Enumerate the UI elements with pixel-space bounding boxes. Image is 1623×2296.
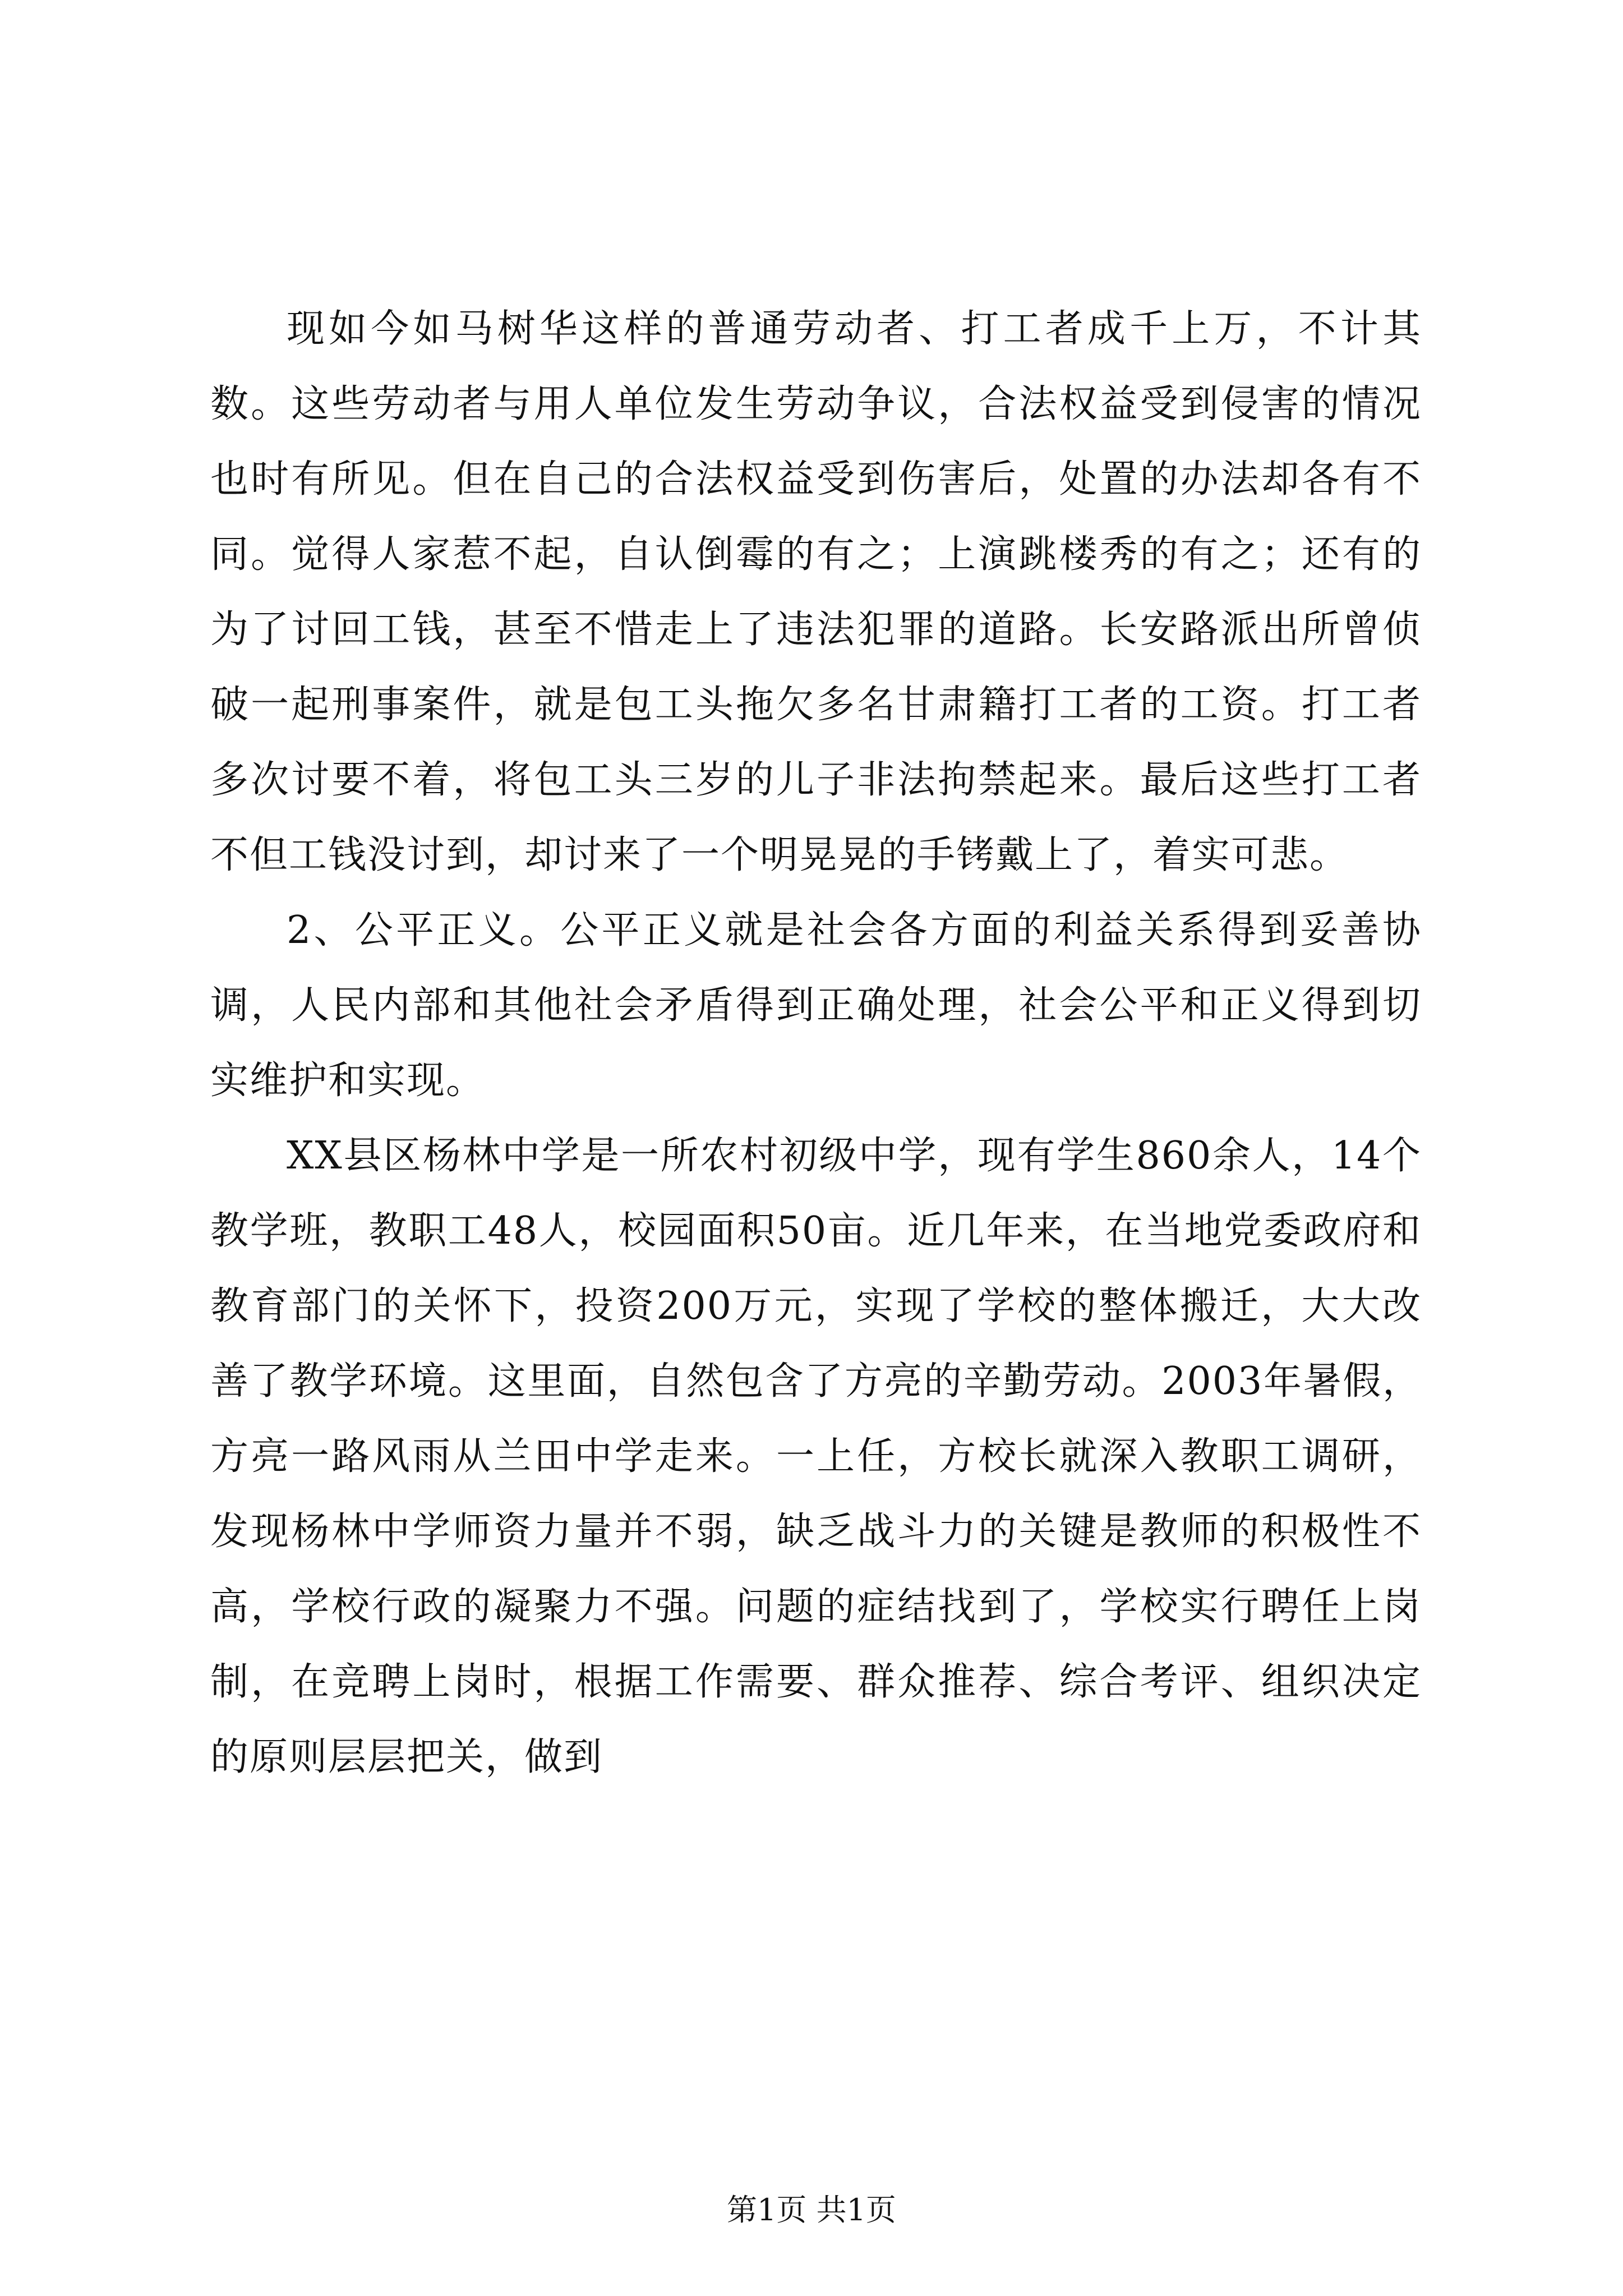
paragraph-3: XX县区杨林中学是一所农村初级中学，现有学生860余人，14个教学班，教职工48人，校园面积50亩。近几年来，在当地党委政府和教育部门的关怀下，投资200万元，实现了学校的整体搬迁，大大改善了教学环境。这里面，自然包含了方亮的辛勤劳动。2003年暑假，方亮一路风雨从兰田中学走来。一上任，方校长就深入教职工调研，发现杨林中学师资力量并不弱，缺乏战斗力的关键是教师的积极性不高，学校行政的凝聚力不强。问题的症结找到了，学校实行聘任上岗制，在竞聘上岗时，根据工作需要、群众推荐、综合考评、组织决定的原则层层把关，做到 bbox=[210, 1134, 1422, 1779]
paragraph-2: 2、公平正义。公平正义就是社会各方面的利益关系得到妥善协调，人民内部和其他社会矛盾得到正确处理，社会公平和正义得到切实维护和实现。 bbox=[210, 908, 1422, 1103]
page-footer: 第1页 共1页 bbox=[727, 2192, 896, 2228]
body-text bbox=[210, 292, 1422, 1795]
paragraph-1: 现如今如马树华这样的普通劳动者、打工者成千上万，不计其数。这些劳动者与用人单位发生劳动争议，合法权益受到侵害的情况也时有所见。但在自己的合法权益受到伤害后，处置的办法却各有不同。觉得人家惹不起，自认倒霉的有之；上演跳楼秀的有之；还有的为了讨回工钱，甚至不惜走上了违法犯罪的道路。长安路派出所曾侦破一起刑事案件，就是包工头拖欠多名甘肃籍打工者的工资。打工者多次讨要不着，将包工头三岁的儿子非法拘禁起来。最后这些打工者不但工钱没讨到，却讨来了一个明晃晃的手铐戴上了，着实可悲。 bbox=[210, 307, 1422, 877]
